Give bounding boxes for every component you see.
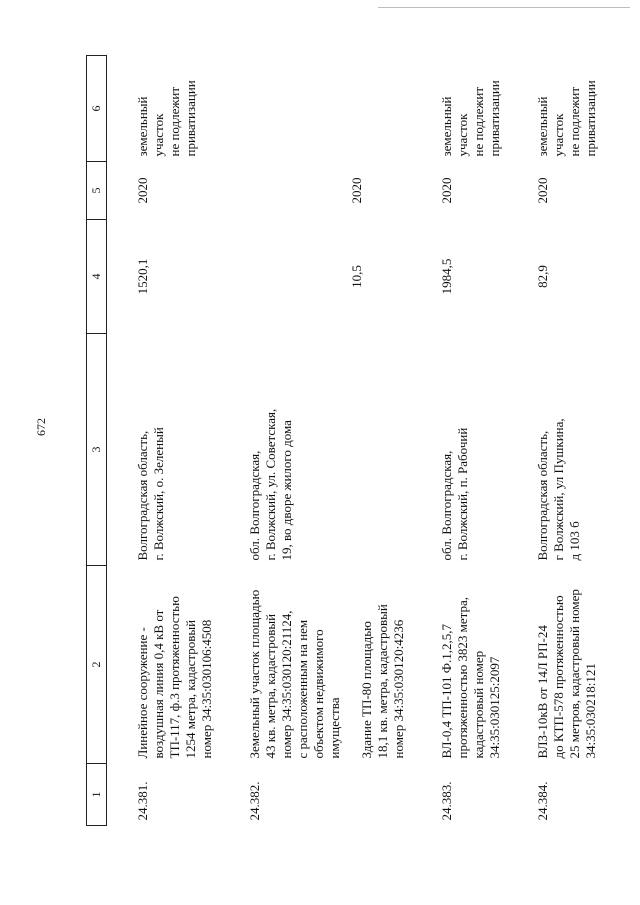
column-header-1: 1	[86, 764, 107, 826]
object-note	[243, 56, 411, 162]
column-header-5: 5	[86, 162, 107, 220]
column-header-4: 4	[86, 220, 107, 334]
object-area: 1984,5	[438, 258, 454, 295]
object-address: Волгоградская область, г Волжский, ул Пушкина, д 103 б	[534, 418, 582, 561]
rotated-table-sheet	[86, 56, 598, 826]
object-area: 1520,1	[134, 258, 150, 295]
row-number: 24.382.	[246, 781, 262, 821]
building-description: Здание ТП-80 площадью 18,1 кв. метра, кадастровый номер 34:35:030120:4236	[358, 604, 406, 759]
object-address: обл. Волгоградская, г. Волжский, ул. Советская, 19, во дворе жилого дома	[246, 408, 294, 561]
land-plot-description: Земельный участок площадью 43 кв. метра, кадастровый номер 34:35:030120:21124, с расположенным на нем объектом недвижимого имущества	[246, 589, 342, 759]
object-year: 2020	[438, 177, 454, 204]
table-row	[243, 56, 411, 826]
table-row	[531, 56, 603, 826]
object-note: земельный участок не подлежит приватизации	[134, 80, 198, 157]
column-header-3: 3	[86, 334, 107, 566]
row-number: 24.383.	[438, 781, 454, 821]
object-note: земельный участок не подлежит приватизации	[534, 80, 598, 157]
object-description: Линейное сооружение - воздушная линия 0,4 кВ от ТП-117, ф.3 протяженностью 1254 метра, кадастровый номер 34:35:030106:4508	[134, 596, 214, 759]
object-address: Волгоградская область, г. Волжский, о. Зеленый	[134, 427, 166, 561]
object-description: ВЛЗ-10кВ от 14Л РП-24 до КТП-578 протяженностью 25 метров, кадастровый номер 34:35:030218:121	[534, 589, 598, 759]
object-year: 2020	[348, 177, 364, 204]
row-number: 24.381.	[134, 781, 150, 821]
object-description	[243, 566, 411, 764]
object-address: обл. Волгоградская, г. Волжский, п. Рабочий	[438, 427, 470, 561]
object-year: 2020	[134, 177, 150, 204]
object-note: земельный участок не подлежит приватизации	[438, 80, 502, 157]
table-row	[131, 56, 219, 826]
object-area: 82,9	[534, 265, 550, 288]
object-year: 2020	[534, 177, 550, 204]
top-rule	[378, 7, 630, 8]
header-row	[86, 56, 107, 826]
property-table	[86, 55, 603, 826]
column-header-2: 2	[86, 566, 107, 764]
page-number: 672	[34, 418, 48, 436]
column-header-6: 6	[86, 56, 107, 162]
table-row	[435, 56, 507, 826]
object-area: 10,5	[348, 265, 364, 288]
table-top-border	[86, 56, 87, 826]
object-description: ВЛ-0,4 ТП-101 Ф.1,2,5,7 протяженностью 3823 метра, кадастровый номер 34:35:030125:2097	[438, 596, 502, 759]
row-number: 24.384.	[534, 781, 550, 821]
